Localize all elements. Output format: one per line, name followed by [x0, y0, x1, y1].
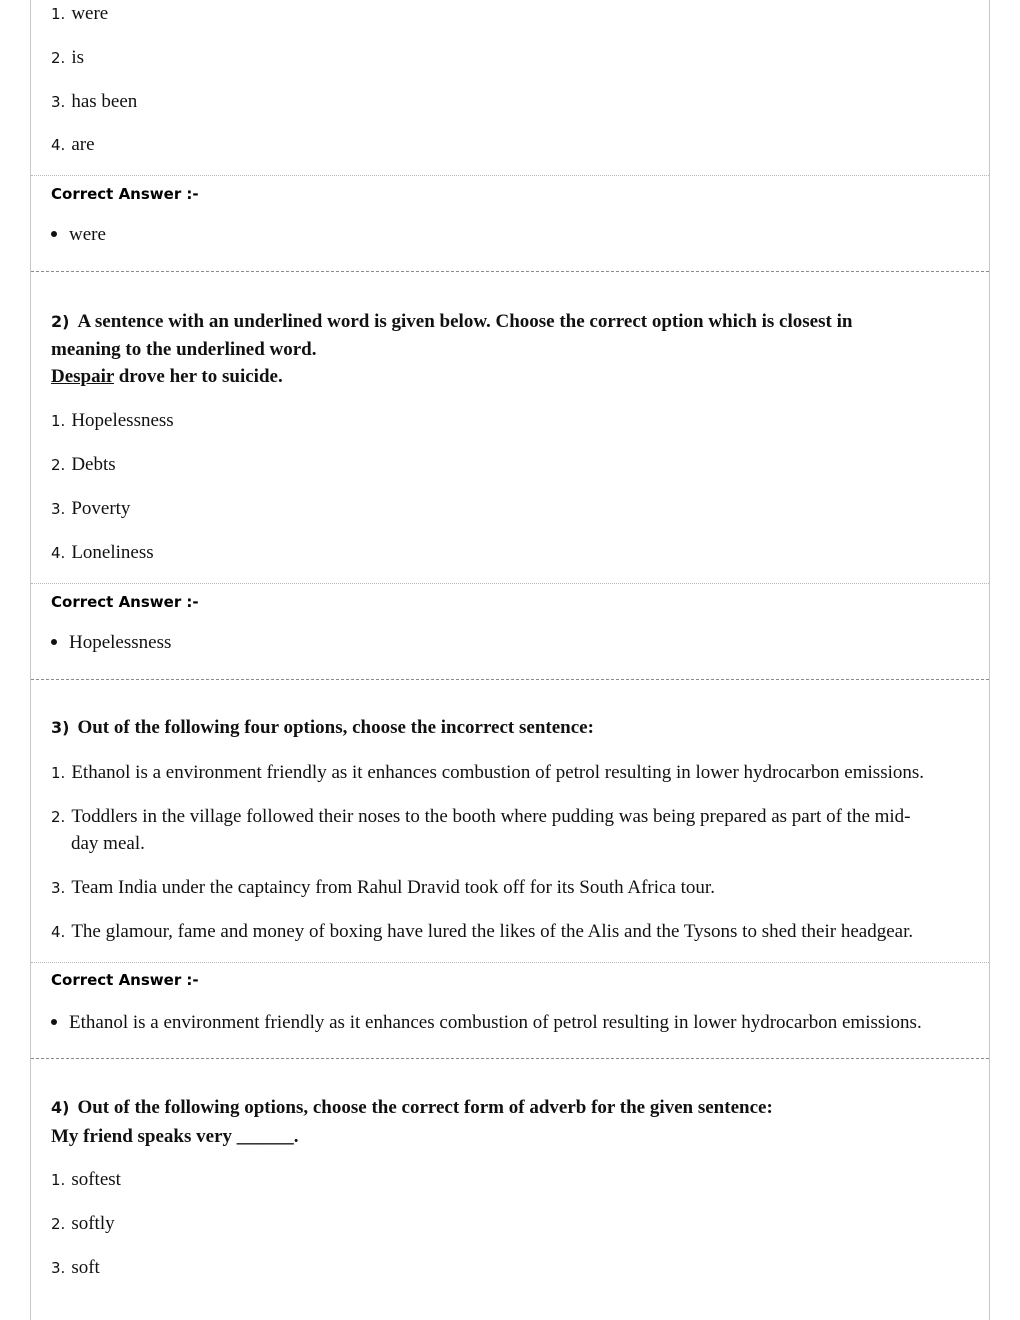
q1-correct-answer: were: [51, 224, 106, 246]
question-paper-page: [30, 0, 990, 1320]
q4-option-2: 2. softly: [51, 1213, 115, 1234]
bullet-icon: [51, 231, 57, 237]
q1-option-3: 3. has been: [51, 91, 138, 112]
q2-option-3: 3. Poverty: [51, 498, 131, 519]
q1-answer-label: Correct Answer :-: [51, 185, 199, 203]
q3-option-2: 2. Toddlers in the village followed their noses to the booth where pudding was being prepared as part of the mid-: [51, 806, 911, 827]
bullet-icon: [51, 1019, 57, 1025]
q3-option-3: 3. Team India under the captaincy from Rahul Dravid took off for its South Africa tour.: [51, 877, 715, 898]
q2-answer-divider: [31, 583, 989, 584]
q2-underlined-word: Despair: [51, 366, 114, 387]
question-separator: [31, 1058, 989, 1059]
q4-stem-line1: 4) Out of the following options, choose the correct form of adverb for the given sentence:: [51, 1097, 773, 1118]
q1-option-4: 4. are: [51, 134, 95, 155]
q3-option-2-continued: day meal.: [71, 833, 145, 854]
q3-option-1: 1. Ethanol is a environment friendly as it enhances combustion of petrol resulting in lower hydrocarbon emissions.: [51, 762, 925, 783]
q3-correct-answer: Ethanol is a environment friendly as it enhances combustion of petrol resulting in lower hydrocarbon emissions.: [51, 1012, 922, 1034]
q2-stem-line1: 2) A sentence with an underlined word is given below. Choose the correct option which is closest in: [51, 311, 853, 332]
q3-answer-label: Correct Answer :-: [51, 971, 199, 989]
q2-option-4: 4. Loneliness: [51, 542, 154, 563]
q2-answer-label: Correct Answer :-: [51, 593, 199, 611]
q1-option-1: 1. were: [51, 3, 109, 24]
q2-option-2: 2. Debts: [51, 454, 116, 475]
question-separator: [31, 679, 989, 680]
q4-option-1: 1. softest: [51, 1169, 121, 1190]
q2-stem-line2: meaning to the underlined word.: [51, 339, 317, 360]
q4-stem-line2: My friend speaks very ______.: [51, 1126, 299, 1147]
q2-correct-answer: Hopelessness: [51, 632, 171, 654]
q3-stem: 3) Out of the following four options, choose the incorrect sentence:: [51, 717, 594, 738]
q1-answer-divider: [31, 175, 989, 176]
bullet-icon: [51, 639, 57, 645]
q1-option-2: 2. is: [51, 47, 84, 68]
q2-sentence: Despair drove her to suicide.: [51, 366, 283, 387]
q3-option-4: 4. The glamour, fame and money of boxing have lured the likes of the Alis and the Tysons to shed their headgear.: [51, 921, 914, 942]
q2-option-1: 1. Hopelessness: [51, 410, 174, 431]
q3-answer-divider: [31, 962, 989, 963]
q4-option-3: 3. soft: [51, 1257, 100, 1278]
question-separator: [31, 271, 989, 272]
